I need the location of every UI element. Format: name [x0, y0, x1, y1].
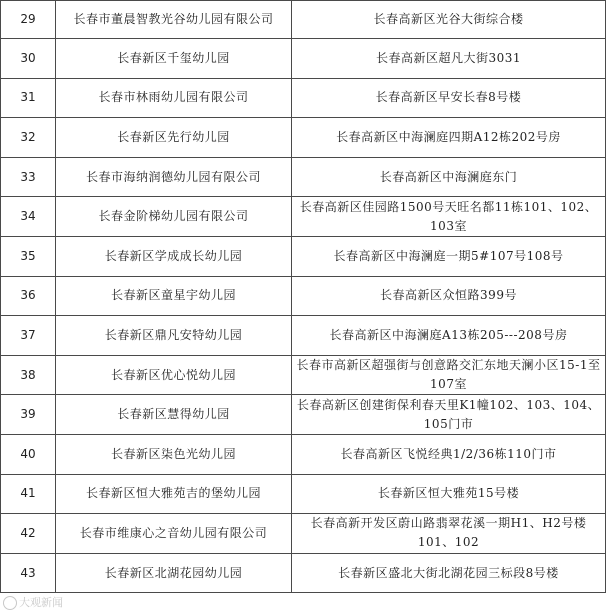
kindergarten-name: 长春新区童星宇幼儿园 [56, 276, 292, 316]
kindergarten-address: 长春市高新区超强街与创意路交汇东地天澜小区15-1至107室 [292, 355, 606, 395]
row-number: 32 [1, 118, 56, 158]
row-number: 31 [1, 78, 56, 118]
row-number: 39 [1, 395, 56, 435]
watermark [3, 594, 63, 610]
kindergarten-address: 长春高新区创建街保利春天里K1幢102、103、104、105门市 [292, 395, 606, 435]
kindergarten-name: 长春金阶梯幼儿园有限公司 [56, 197, 292, 237]
table-body [1, 1, 606, 593]
kindergarten-name: 长春新区北湖花园幼儿园 [56, 553, 292, 593]
kindergarten-address: 长春高新区中海澜庭东门 [292, 157, 606, 197]
kindergarten-address: 长春新区恒大雅苑15号楼 [292, 474, 606, 514]
row-number: 42 [1, 514, 56, 554]
table-row [1, 118, 606, 158]
kindergarten-name: 长春新区学成成长幼儿园 [56, 236, 292, 276]
row-number: 36 [1, 276, 56, 316]
kindergarten-name: 长春市维康心之音幼儿园有限公司 [56, 514, 292, 554]
watermark-text: 大观新闻 [19, 596, 63, 609]
row-number: 41 [1, 474, 56, 514]
kindergarten-address: 长春高新区中海澜庭四期A12栋202号房 [292, 118, 606, 158]
kindergarten-name: 长春新区鼎凡安特幼儿园 [56, 316, 292, 356]
kindergarten-name: 长春市林雨幼儿园有限公司 [56, 78, 292, 118]
row-number: 29 [1, 1, 56, 39]
kindergarten-address: 长春高新区飞悦经典1/2/36栋110门市 [292, 434, 606, 474]
kindergarten-name: 长春新区柒色光幼儿园 [56, 434, 292, 474]
row-number: 30 [1, 39, 56, 79]
kindergarten-name: 长春新区优心悦幼儿园 [56, 355, 292, 395]
table-row [1, 355, 606, 395]
row-number: 33 [1, 157, 56, 197]
kindergarten-address: 长春高新区超凡大街3031 [292, 39, 606, 79]
kindergarten-name: 长春新区恒大雅苑吉的堡幼儿园 [56, 474, 292, 514]
kindergarten-name: 长春新区千玺幼儿园 [56, 39, 292, 79]
kindergarten-address: 长春高新区众恒路399号 [292, 276, 606, 316]
table-row [1, 474, 606, 514]
kindergarten-address: 长春高新区早安长春8号楼 [292, 78, 606, 118]
kindergarten-address: 长春高新区光谷大街综合楼 [292, 1, 606, 39]
row-number: 34 [1, 197, 56, 237]
kindergarten-name: 长春新区先行幼儿园 [56, 118, 292, 158]
kindergarten-address: 长春高新区中海澜庭A13栋205---208号房 [292, 316, 606, 356]
row-number: 43 [1, 553, 56, 593]
row-number: 37 [1, 316, 56, 356]
table-row [1, 316, 606, 356]
table-row [1, 1, 606, 39]
kindergarten-address: 长春高新开发区蔚山路翡翠花溪一期H1、H2号楼101、102 [292, 514, 606, 554]
watermark-logo-icon [3, 596, 17, 610]
kindergarten-address: 长春高新区佳园路1500号天旺名都11栋101、102、103室 [292, 197, 606, 237]
kindergarten-name: 长春市董晨智教光谷幼儿园有限公司 [56, 1, 292, 39]
kindergarten-name: 长春市海纳润德幼儿园有限公司 [56, 157, 292, 197]
kindergarten-address: 长春高新区中海澜庭一期5#107号108号 [292, 236, 606, 276]
table-row [1, 514, 606, 554]
table-row [1, 157, 606, 197]
table-row [1, 553, 606, 593]
table-row [1, 78, 606, 118]
kindergarten-name: 长春新区慧得幼儿园 [56, 395, 292, 435]
table-row [1, 395, 606, 435]
table-row [1, 39, 606, 79]
table-row [1, 434, 606, 474]
table-row [1, 197, 606, 237]
row-number: 35 [1, 236, 56, 276]
table-row [1, 236, 606, 276]
kindergarten-address: 长春新区盛北大街北湖花园三标段8号楼 [292, 553, 606, 593]
table-row [1, 276, 606, 316]
row-number: 40 [1, 434, 56, 474]
row-number: 38 [1, 355, 56, 395]
